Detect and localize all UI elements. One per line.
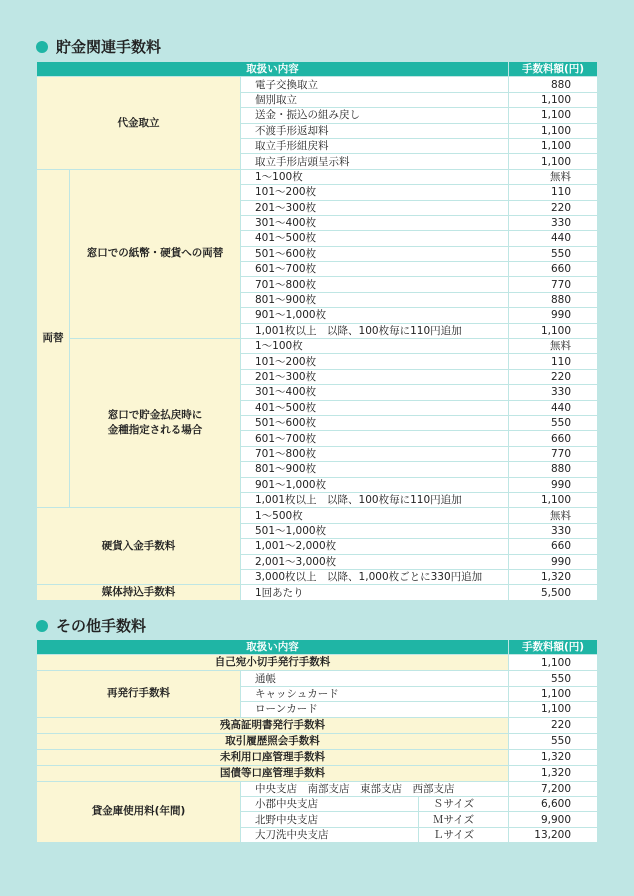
item-cell: 101〜200枚 (241, 185, 509, 200)
fee-cell: 550 (509, 415, 598, 430)
table-row (37, 749, 598, 765)
item-cell: 501〜600枚 (241, 415, 509, 430)
item-cell: 通帳 (241, 671, 509, 686)
item-cell: 1,001〜2,000枚 (241, 539, 509, 554)
header-fee: 手数料額(円) (509, 62, 598, 77)
size-cell: Ｓサイズ (419, 796, 509, 811)
fee-cell: 5,500 (509, 585, 598, 601)
item-cell: 北野中央支店 (241, 812, 419, 827)
fee-cell: 110 (509, 354, 598, 369)
item-cell: 2,001〜3,000枚 (241, 554, 509, 569)
item-cell: 301〜400枚 (241, 385, 509, 400)
item-cell: 個別取立 (241, 92, 509, 107)
header-fee: 手数料額(円) (509, 640, 598, 655)
item-cell: 601〜700枚 (241, 431, 509, 446)
fee-cell: 550 (509, 246, 598, 261)
item-cell: 小郡中央支店 (241, 796, 419, 811)
fee-cell: 660 (509, 262, 598, 277)
section-title-text: その他手数料 (56, 617, 147, 635)
fee-cell: 1,100 (509, 108, 598, 123)
fee-cell: 440 (509, 400, 598, 415)
table-row (37, 655, 598, 671)
item-cell: 1回あたり (241, 585, 509, 601)
fee-cell: 220 (509, 717, 598, 733)
section-title-savings (36, 36, 161, 57)
fee-cell: 770 (509, 446, 598, 461)
item-cell: 201〜300枚 (241, 369, 509, 384)
fee-cell: 無料 (509, 508, 598, 523)
item-cell: 取立手形店頭呈示料 (241, 154, 509, 169)
item-cell: 501〜600枚 (241, 246, 509, 261)
fee-cell: 1,100 (509, 323, 598, 338)
table-row (37, 717, 598, 733)
fee-cell: 1,100 (509, 702, 598, 717)
item-cell: 801〜900枚 (241, 292, 509, 307)
bullet-dot-icon (36, 620, 48, 632)
fee-cell: 880 (509, 292, 598, 307)
header-content: 取扱い内容 (37, 640, 509, 655)
fee-cell: 990 (509, 308, 598, 323)
table-row (37, 77, 598, 92)
table-row (37, 765, 598, 781)
category-reissue: 再発行手数料 (37, 671, 241, 717)
savings-fee-table (36, 61, 598, 601)
fee-cell: 13,200 (509, 827, 598, 842)
item-cell: 401〜500枚 (241, 400, 509, 415)
category-coin-deposit: 硬貨入金手数料 (37, 508, 241, 585)
table-header-row (37, 62, 598, 77)
fee-cell: 無料 (509, 169, 598, 184)
fee-cell: 990 (509, 477, 598, 492)
table-row (37, 781, 598, 796)
subcategory-window-exchange: 窓口での紙幣・硬貨への両替 (70, 169, 241, 338)
fee-cell: 1,100 (509, 686, 598, 701)
item-cell: 401〜500枚 (241, 231, 509, 246)
fee-cell: 660 (509, 431, 598, 446)
item-cell: 701〜800枚 (241, 446, 509, 461)
fee-cell: 1,100 (509, 492, 598, 507)
item-cell: 取立手形組戻料 (241, 138, 509, 153)
size-cell: Ｌサイズ (419, 827, 509, 842)
fee-cell: 110 (509, 185, 598, 200)
fee-cell: 660 (509, 539, 598, 554)
fee-cell: 220 (509, 200, 598, 215)
fee-cell: 無料 (509, 339, 598, 354)
item-cell: 501〜1,000枚 (241, 523, 509, 538)
item-cell: キャッシュカード (241, 686, 509, 701)
fee-cell: 9,900 (509, 812, 598, 827)
item-cell: 201〜300枚 (241, 200, 509, 215)
label-line: 窓口で貯金払戻時に (107, 409, 203, 422)
table-header-row (37, 640, 598, 655)
category-single: 国債等口座管理手数料 (37, 765, 509, 781)
table-row (37, 169, 598, 184)
item-cell: 1,001枚以上 以降、100枚毎に110円追加 (241, 492, 509, 507)
item-cell: 中央支店 南部支店 東部支店 西部支店 (241, 781, 509, 796)
fee-cell: 990 (509, 554, 598, 569)
bullet-dot-icon (36, 41, 48, 53)
category-single: 取引履歴照会手数料 (37, 733, 509, 749)
table-row (37, 508, 598, 523)
fee-cell: 330 (509, 385, 598, 400)
table-row (37, 339, 598, 354)
category-media: 媒体持込手数料 (37, 585, 241, 601)
fee-cell: 6,600 (509, 796, 598, 811)
fee-cell: 1,100 (509, 92, 598, 107)
table-row (37, 671, 598, 686)
item-cell: 701〜800枚 (241, 277, 509, 292)
fee-cell: 1,100 (509, 123, 598, 138)
item-cell: 不渡手形返却料 (241, 123, 509, 138)
item-cell: ローンカード (241, 702, 509, 717)
fee-cell: 330 (509, 215, 598, 230)
section-title-text: 貯金関連手数料 (56, 38, 162, 56)
other-fee-table (36, 639, 598, 843)
category-safe-deposit: 貸金庫使用料(年間) (37, 781, 241, 843)
item-cell: 901〜1,000枚 (241, 308, 509, 323)
fee-cell: 770 (509, 277, 598, 292)
item-cell: 1,001枚以上 以降、100枚毎に110円追加 (241, 323, 509, 338)
fee-cell: 1,100 (509, 138, 598, 153)
item-cell: 101〜200枚 (241, 354, 509, 369)
item-cell: 1〜100枚 (241, 339, 509, 354)
category-daikin: 代金取立 (37, 77, 241, 169)
item-cell: 801〜900枚 (241, 462, 509, 477)
category-cashier-check: 自己宛小切手発行手数料 (37, 655, 509, 671)
fee-cell: 550 (509, 671, 598, 686)
item-cell: 301〜400枚 (241, 215, 509, 230)
category-single: 未利用口座管理手数料 (37, 749, 509, 765)
item-cell: 電子交換取立 (241, 77, 509, 92)
table-row (37, 733, 598, 749)
item-cell: 大刀洗中央支店 (241, 827, 419, 842)
fee-cell: 1,320 (509, 765, 598, 781)
fee-cell: 7,200 (509, 781, 598, 796)
size-cell: Ｍサイズ (419, 812, 509, 827)
fee-cell: 330 (509, 523, 598, 538)
category-single: 残高証明書発行手数料 (37, 717, 509, 733)
fee-cell: 880 (509, 462, 598, 477)
item-cell: 901〜1,000枚 (241, 477, 509, 492)
fee-cell: 550 (509, 733, 598, 749)
fee-cell: 1,100 (509, 154, 598, 169)
fee-cell: 1,100 (509, 655, 598, 671)
section-title-other (36, 615, 146, 636)
item-cell: 送金・振込の組み戻し (241, 108, 509, 123)
fee-cell: 880 (509, 77, 598, 92)
category-ryogae: 両替 (37, 169, 70, 508)
subcategory-denomination (70, 339, 241, 508)
item-cell: 1〜100枚 (241, 169, 509, 184)
fee-cell: 220 (509, 369, 598, 384)
header-content: 取扱い内容 (37, 62, 509, 77)
item-cell: 1〜500枚 (241, 508, 509, 523)
fee-cell: 1,320 (509, 749, 598, 765)
fee-cell: 440 (509, 231, 598, 246)
table-row (37, 585, 598, 601)
fee-cell: 1,320 (509, 569, 598, 584)
label-line: 金種指定される場合 (107, 424, 203, 437)
item-cell: 601〜700枚 (241, 262, 509, 277)
item-cell: 3,000枚以上 以降、1,000枚ごとに330円追加 (241, 569, 509, 584)
